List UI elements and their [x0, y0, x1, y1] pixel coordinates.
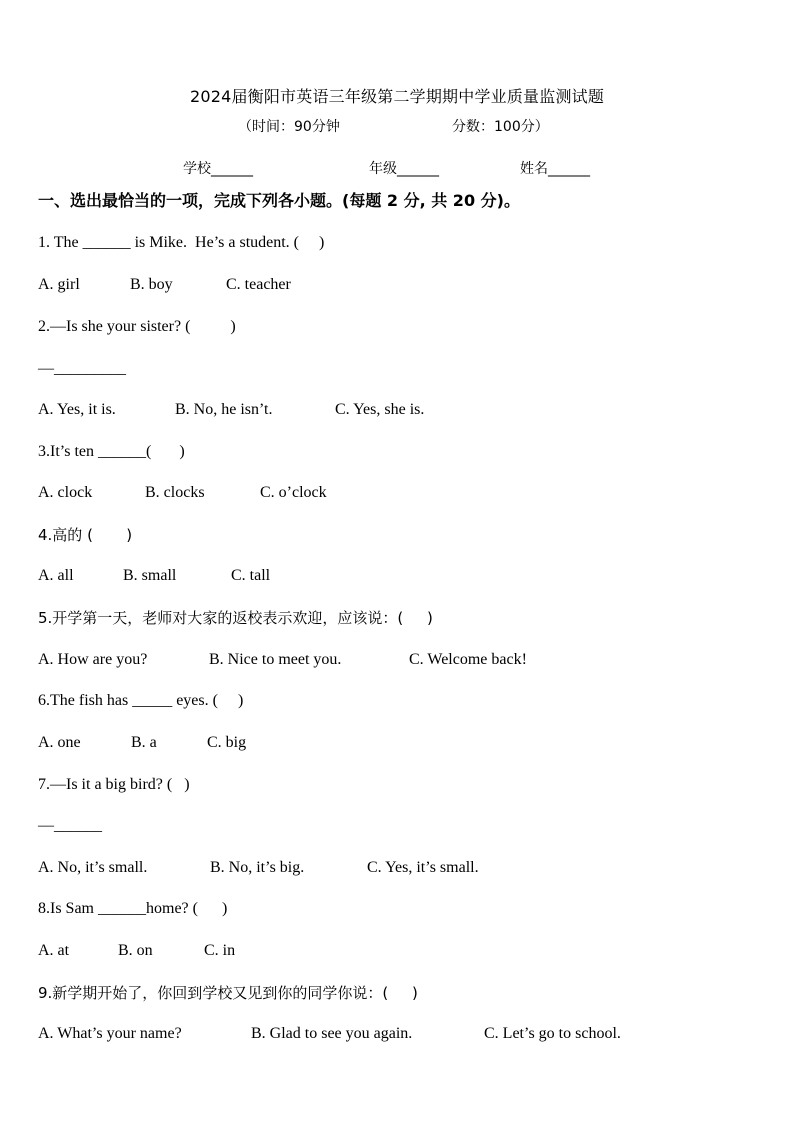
option-a: A. No, it’s small.: [38, 859, 148, 876]
option-b: B. a: [131, 734, 157, 751]
question-stem: 8.Is Sam ______home? ( ): [38, 900, 228, 917]
option-c: C. Welcome back!: [409, 651, 527, 668]
section-heading: 一、选出最恰当的一项，完成下列各小题。(每题 2 分, 共 20 分)。: [38, 191, 520, 210]
question-stem: 7.—Is it a big bird? ( ): [38, 776, 190, 793]
option-b: B. Nice to meet you.: [209, 651, 342, 668]
option-a: A. What’s your name?: [38, 1025, 182, 1042]
question-stem: 6.The fish has _____ eyes. ( ): [38, 692, 244, 709]
option-c: C. big: [207, 734, 247, 751]
option-b: B. boy: [130, 276, 173, 293]
option-b: B. small: [123, 567, 177, 584]
option-b: B. No, it’s big.: [210, 859, 305, 876]
question-stem: 2.—Is she your sister? ( ): [38, 318, 236, 335]
exam-score: 分数：100分）: [452, 119, 549, 135]
answer-line: —______: [38, 817, 102, 834]
option-c: C. Let’s go to school.: [484, 1025, 621, 1042]
name-field: 姓名______: [520, 161, 590, 177]
option-c: C. in: [204, 942, 236, 959]
question-stem: 5.开学第一天，老师对大家的返校表示欢迎，应该说：( ): [38, 609, 433, 627]
option-b: B. No, he isn’t.: [175, 401, 273, 418]
option-c: C. tall: [231, 567, 271, 584]
option-a: A. at: [38, 942, 70, 959]
exam-title: 2024届衡阳市英语三年级第二学期期中学业质量监测试题: [189, 87, 605, 106]
option-a: A. one: [38, 734, 81, 751]
option-a: A. all: [38, 567, 74, 584]
option-a: A. Yes, it is.: [38, 401, 116, 418]
question-stem: 1. The ______ is Mike. He’s a student. ( ): [38, 234, 325, 251]
option-a: A. girl: [38, 276, 80, 293]
answer-line: —_________: [38, 360, 126, 377]
option-a: A. clock: [38, 484, 93, 501]
option-b: B. Glad to see you again.: [251, 1025, 413, 1042]
exam-time: （时间：90分钟: [238, 119, 340, 135]
option-c: C. Yes, she is.: [335, 401, 425, 418]
option-a: A. How are you?: [38, 651, 148, 668]
school-field: 学校______: [183, 161, 253, 177]
grade-field: 年级______: [369, 161, 439, 177]
option-c: C. teacher: [226, 276, 291, 293]
option-b: B. on: [118, 942, 153, 959]
question-stem: 3.It’s ten ______( ): [38, 443, 185, 460]
option-b: B. clocks: [145, 484, 205, 501]
question-stem: 4.高的 ( ): [38, 526, 133, 544]
option-c: C. Yes, it’s small.: [367, 859, 479, 876]
question-stem: 9.新学期开始了，你回到学校又见到你的同学你说：( ): [38, 984, 418, 1002]
option-c: C. o’clock: [260, 484, 327, 501]
